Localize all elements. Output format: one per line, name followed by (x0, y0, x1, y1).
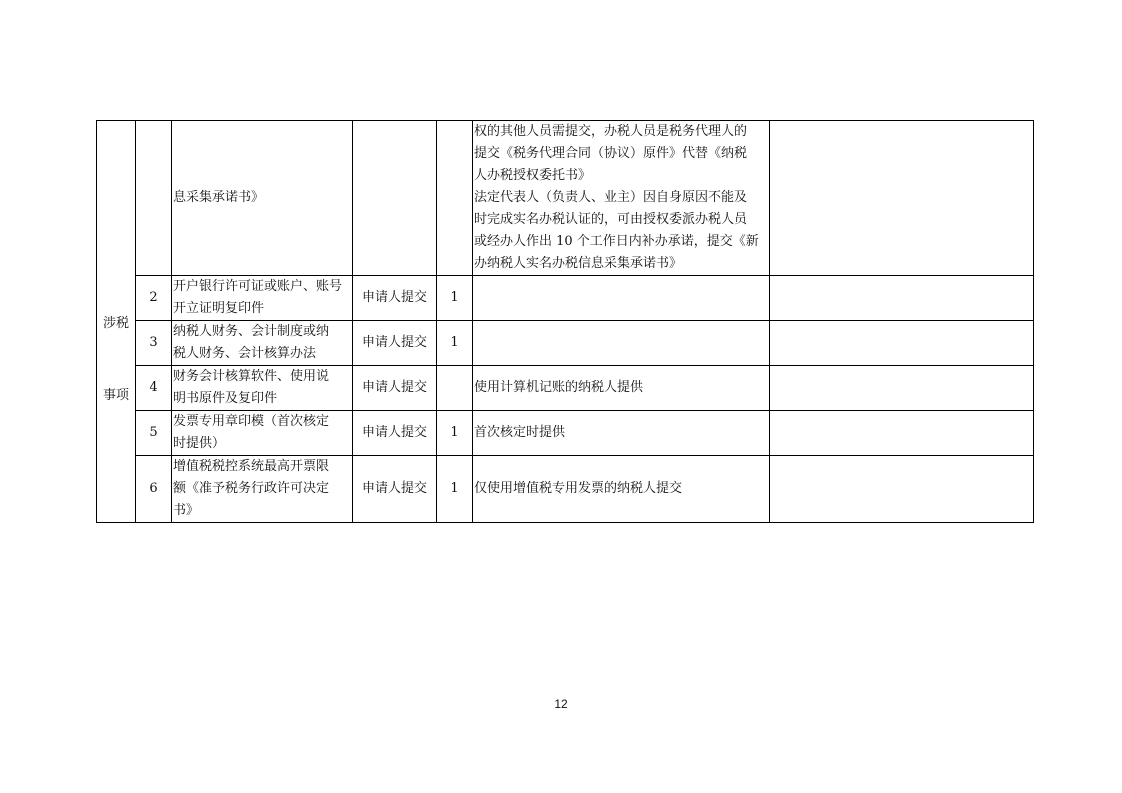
page-number: 12 (554, 697, 568, 711)
remark-cell (770, 321, 1034, 366)
row-number-cell: 2 (136, 276, 172, 321)
quantity-cell: 1 (437, 321, 473, 366)
materials-table (96, 120, 1034, 523)
category-line-1: 涉税 (102, 315, 129, 331)
table-row (97, 411, 1034, 456)
material-name-line: 发票专用章印模（首次核定 (173, 414, 330, 429)
source-cell: 申请人提交 (353, 411, 437, 456)
material-name-line: 额《准予税务行政许可决定 (173, 481, 330, 496)
remark-cell (770, 456, 1034, 523)
material-name-cell (172, 321, 353, 366)
row-number-cell (136, 121, 172, 276)
note-line: 或经办人作出 10 个工作日内补办承诺，提交《新 (474, 234, 759, 249)
material-name-line: 纳税人财务、会计制度或纳 (173, 324, 330, 339)
source-cell: 申请人提交 (353, 321, 437, 366)
source-cell: 申请人提交 (353, 276, 437, 321)
note-cell (473, 121, 770, 276)
category-line-2: 事项 (102, 387, 129, 403)
remark-cell (770, 121, 1034, 276)
quantity-cell: 1 (437, 276, 473, 321)
quantity-cell (437, 366, 473, 411)
table-row (97, 321, 1034, 366)
note-cell (473, 276, 770, 321)
material-name-cell (172, 121, 353, 276)
table-row (97, 456, 1034, 523)
material-name-line: 开户银行许可证或账户、账号 (173, 279, 343, 294)
material-name-line: 财务会计核算软件、使用说 (173, 369, 330, 384)
note-cell: 仅使用增值税专用发票的纳税人提交 (473, 456, 770, 523)
quantity-cell (437, 121, 473, 276)
note-line: 法定代表人（负责人、业主）因自身原因不能及 (474, 190, 748, 205)
material-name-cell (172, 456, 353, 523)
row-number-cell: 3 (136, 321, 172, 366)
note-line: 提交《税务代理合同（协议）原件》代替《纳税 (474, 146, 748, 161)
material-name-line: 税人财务、会计核算办法 (173, 346, 317, 361)
row-number-cell: 4 (136, 366, 172, 411)
note-line: 人办税授权委托书》 (474, 168, 592, 183)
category-cell (97, 121, 136, 523)
table-row (97, 121, 1034, 276)
note-line: 时完成实名办税认证的，可由授权委派办税人员 (474, 212, 748, 227)
quantity-cell: 1 (437, 456, 473, 523)
table-row (97, 276, 1034, 321)
row-number-cell: 5 (136, 411, 172, 456)
material-name-cell (172, 276, 353, 321)
material-name-line: 时提供） (173, 436, 226, 451)
note-cell: 首次核定时提供 (473, 411, 770, 456)
source-cell: 申请人提交 (353, 456, 437, 523)
material-name-line: 增值税税控系统最高开票限 (173, 459, 330, 474)
source-cell: 申请人提交 (353, 366, 437, 411)
material-name-line: 息采集承诺书》 (173, 190, 265, 205)
material-name-cell (172, 366, 353, 411)
quantity-cell: 1 (437, 411, 473, 456)
remark-cell (770, 366, 1034, 411)
remark-cell (770, 276, 1034, 321)
note-line: 权的其他人员需提交，办税人员是税务代理人的 (474, 124, 748, 139)
remark-cell (770, 411, 1034, 456)
row-number-cell: 6 (136, 456, 172, 523)
note-line: 办纳税人实名办税信息采集承诺书》 (474, 256, 683, 271)
note-cell (473, 321, 770, 366)
material-name-cell (172, 411, 353, 456)
material-name-line: 开立证明复印件 (173, 301, 265, 316)
note-cell: 使用计算机记账的纳税人提供 (473, 366, 770, 411)
material-name-line: 明书原件及复印件 (173, 391, 278, 406)
material-name-line: 书》 (173, 503, 200, 518)
table-row (97, 366, 1034, 411)
source-cell (353, 121, 437, 276)
